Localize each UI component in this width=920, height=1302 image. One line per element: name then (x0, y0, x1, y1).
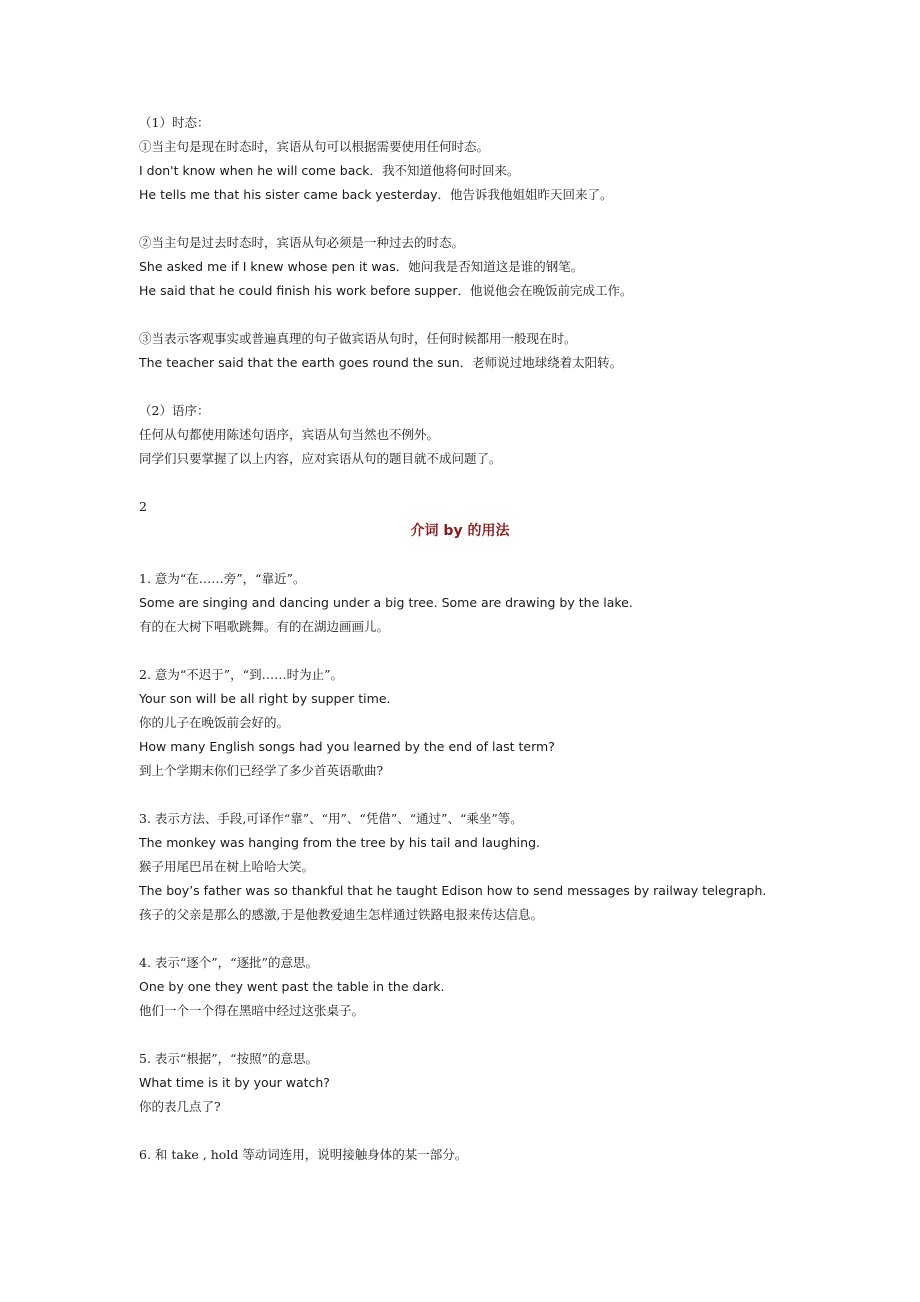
example-1b: He tells me that his sister came back yesterday．他告诉我他姐姐昨天回来了。 (139, 187, 613, 202)
usage-item-heading: 5. 表示“根据”，“按照”的意思。 (139, 1051, 318, 1066)
usage-translation: 孩子的父亲是那么的感激,于是他教爱迪生怎样通过铁路电报来传达信息。 (139, 907, 543, 922)
usage-example: One by one they went past the table in the dark. (139, 979, 445, 994)
word-order-heading: （2）语序： (139, 403, 210, 418)
usage-list (139, 567, 860, 1167)
usage-translation: 他们一个一个得在黑暗中经过这张桌子。 (139, 1003, 365, 1018)
word-order-line-2: 同学们只要掌握了以上内容，应对宾语从句的题目就不成问题了。 (139, 451, 502, 466)
example-2b: He said that he could finish his work before supper．他说他会在晚饭前完成工作。 (139, 283, 633, 298)
usage-example: The boy’s father was so thankful that he taught Edison how to send messages by railway telegraph. (139, 883, 767, 898)
tense-heading: （1）时态： (139, 115, 210, 130)
usage-translation: 有的在大树下唱歌跳舞。有的在湖边画画儿。 (139, 619, 390, 634)
usage-translation: 你的表几点了? (139, 1099, 221, 1114)
usage-translation: 到上个学期末你们已经学了多少首英语歌曲? (139, 763, 384, 778)
usage-example: The monkey was hanging from the tree by his tail and laughing. (139, 835, 540, 850)
word-order-line-1: 任何从句都使用陈述句语序，宾语从句当然也不例外。 (139, 427, 440, 442)
usage-translation: 猴子用尾巴吊在树上哈哈大笑。 (139, 859, 315, 874)
section-title: 介词 by 的用法 (410, 523, 510, 539)
example-2a: She asked me if I knew whose pen it was．她问我是否知道这是谁的钢笔。 (139, 259, 584, 274)
usage-example: Your son will be all right by supper time. (139, 691, 391, 706)
usage-item-heading: 3. 表示方法、手段,可译作“靠”、“用”、“凭借”、“通过”、“乘坐”等。 (139, 811, 523, 826)
section-number: 2 (139, 499, 147, 514)
rule-2: ②当主句是过去时态时，宾语从句必须是一种过去的时态。 (139, 235, 465, 250)
usage-example: What time is it by your watch? (139, 1075, 330, 1090)
usage-translation: 你的儿子在晚饭前会好的。 (139, 715, 290, 730)
usage-example: How many English songs had you learned by the end of last term? (139, 739, 555, 754)
rule-3: ③当表示客观事实或普遍真理的句子做宾语从句时，任何时候都用一般现在时。 (139, 331, 577, 346)
example-1a: I don't know when he will come back．我不知道他将何时回来。 (139, 163, 520, 178)
rule-1: ①当主句是现在时态时，宾语从句可以根据需要使用任何时态。 (139, 139, 490, 154)
usage-item-heading: 4. 表示“逐个”，“逐批”的意思。 (139, 955, 318, 970)
usage-item-heading: 2. 意为“不迟于”，“到……时为止”。 (139, 667, 343, 682)
usage-example: Some are singing and dancing under a big tree. Some are drawing by the lake. (139, 595, 633, 610)
example-3a: The teacher said that the earth goes round the sun．老师说过地球绕着太阳转。 (139, 355, 623, 370)
usage-item-heading: 6. 和 take , hold 等动词连用，说明接触身体的某一部分。 (139, 1147, 468, 1162)
usage-item-heading: 1. 意为“在……旁”，“靠近”。 (139, 571, 306, 586)
